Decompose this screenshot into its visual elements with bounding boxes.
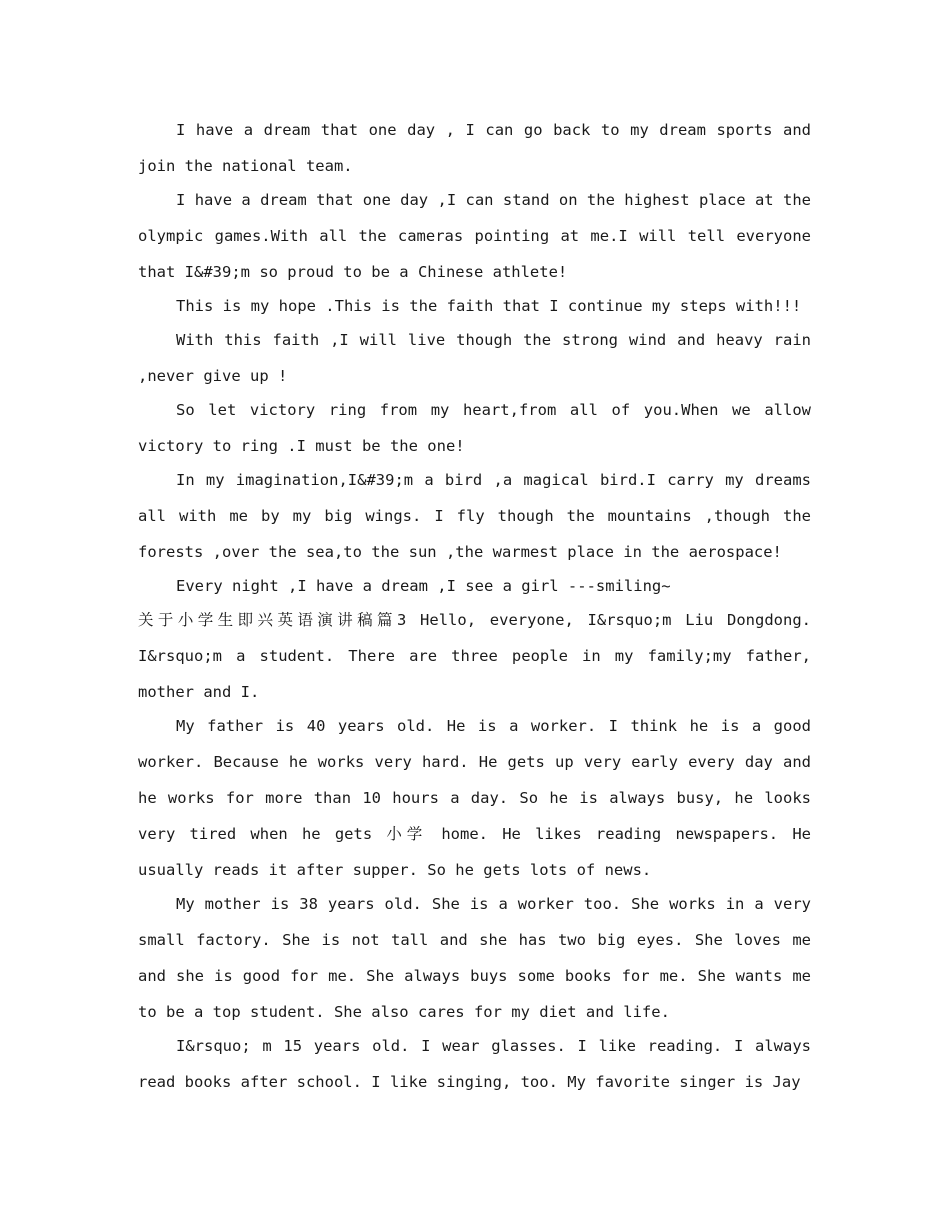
paragraph: I&rsquo; m 15 years old. I wear glasses. I like reading. I always read books after school. I like singing, too. My favorite singer is Jay	[138, 1037, 811, 1091]
document-page	[138, 112, 811, 1100]
paragraph: My mother is 38 years old. She is a worker too. She works in a very small factory. She is not tall and she has two big eyes. She loves me and she is good for me. She always buys some books for me. She wants me to be a top student. She also cares for my diet and life.	[138, 895, 811, 1021]
paragraph: With this faith ,I will live though the strong wind and heavy rain ,never give up !	[138, 331, 811, 385]
paragraph: This is my hope .This is the faith that I continue my steps with!!!	[176, 297, 802, 315]
section-heading-paragraph: 关于小学生即兴英语演讲稿篇3 Hello, everyone, I&rsquo;m Liu Dongdong. I&rsquo;m a student. There are three people in my family;my father, mother and I.	[138, 611, 811, 701]
paragraph: I have a dream that one day , I can go back to my dream sports and join the national team.	[138, 121, 811, 175]
paragraph: My father is 40 years old. He is a worker. I think he is a good worker. Because he works very hard. He gets up very early every day and he works for more than 10 hours a day. So he is always busy, he looks very tired when he gets 小学 home. He likes reading newspapers. He usually reads it after supper. So he gets lots of news.	[138, 717, 811, 879]
paragraph: Every night ,I have a dream ,I see a girl ---smiling~	[176, 577, 671, 595]
paragraph: In my imagination,I&#39;m a bird ,a magical bird.I carry my dreams all with me by my big wings. I fly though the mountains ,though the forests ,over the sea,to the sun ,the warmest place in the aerospace!	[138, 471, 811, 561]
paragraph: So let victory ring from my heart,from all of you.When we allow victory to ring .I must be the one!	[138, 401, 811, 455]
paragraph: I have a dream that one day ,I can stand on the highest place at the olympic games.With all the cameras pointing at me.I will tell everyone that I&#39;m so proud to be a Chinese athlete!	[138, 191, 811, 281]
